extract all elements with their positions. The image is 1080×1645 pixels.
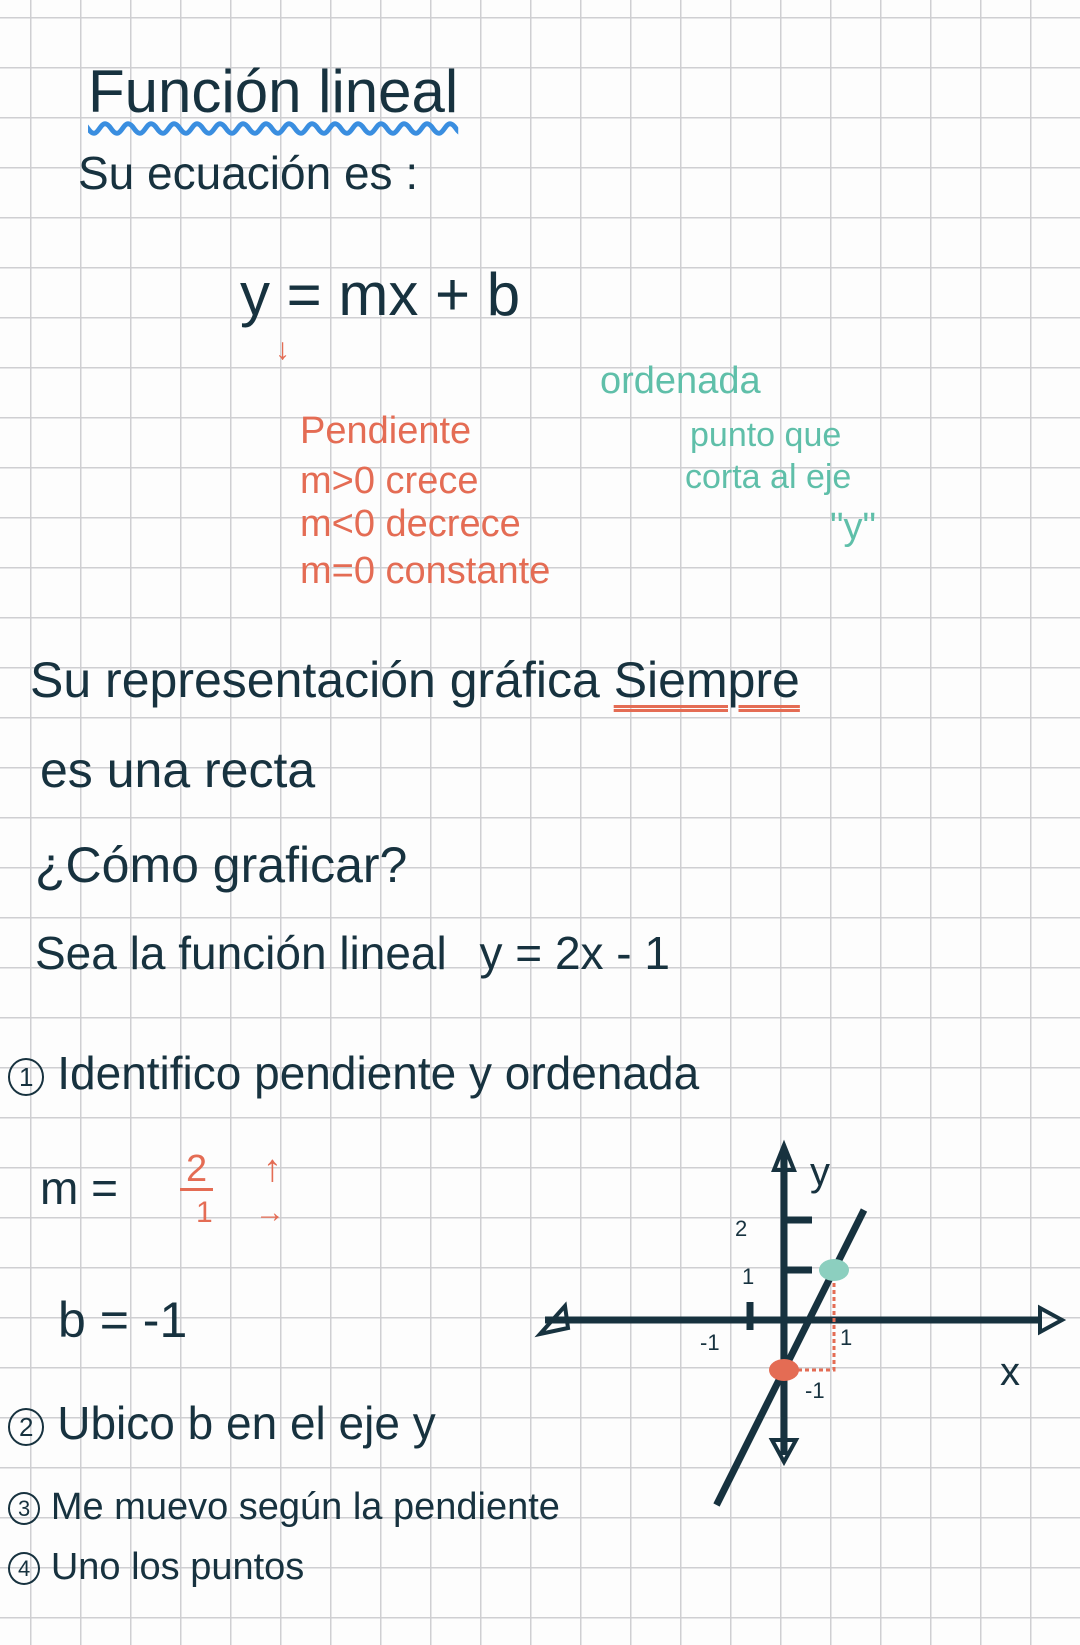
slope-case: m=0 constante	[300, 550, 551, 592]
x-axis-label: x	[1000, 1350, 1020, 1394]
step-number: 3	[8, 1492, 40, 1525]
intercept-note: punto que	[690, 416, 842, 454]
graph-point	[819, 1259, 849, 1281]
intercept-note: corta al eje	[685, 458, 852, 496]
x-tick-label: -1	[700, 1330, 720, 1355]
general-equation: y = mx + b	[240, 261, 521, 328]
page-title: Función lineal	[88, 58, 459, 125]
arrow-up-icon: ↑	[263, 1148, 282, 1190]
step-number: 2	[8, 1408, 44, 1446]
step-text: Identifico pendiente y ordenada	[57, 1047, 700, 1099]
x-axis-arrow-icon	[1040, 1308, 1062, 1332]
emphasis-siempre: Siempre	[613, 652, 800, 708]
example-equation: y = 2x - 1	[479, 927, 670, 979]
step-text: Me muevo según la pendiente	[50, 1486, 560, 1528]
graph-statement-text: Su representación gráfica	[30, 652, 600, 708]
graph-statement-line2: es una recta	[40, 742, 316, 798]
arrow-right-icon: →	[255, 1196, 285, 1229]
arrow-down-icon: ↓	[275, 333, 290, 366]
step-number: 1	[8, 1058, 44, 1096]
slope-case: m>0 crece	[300, 460, 479, 502]
y-tick-label: -1	[805, 1378, 825, 1403]
slope-case: m<0 decrece	[300, 503, 521, 545]
example-prefix: Sea la función lineal	[35, 927, 447, 979]
function-line	[717, 1210, 865, 1505]
question-heading: ¿Cómo graficar?	[35, 837, 408, 893]
slope-lhs: m =	[40, 1162, 118, 1214]
intercept-note: "y"	[830, 506, 876, 548]
step-text: Ubico b en el eje y	[57, 1397, 436, 1449]
graph-point	[769, 1359, 799, 1381]
slope-label: Pendiente	[300, 410, 472, 452]
step-text: Uno los puntos	[50, 1546, 305, 1588]
intro-text: Su ecuación es :	[78, 147, 419, 199]
y-axis-label: y	[810, 1150, 830, 1194]
intercept-label: ordenada	[600, 360, 761, 402]
slope-denominator: 1	[196, 1196, 213, 1229]
y-tick-label: 1	[742, 1264, 755, 1289]
intercept-value: b = -1	[58, 1292, 188, 1348]
y-tick-label: 2	[735, 1216, 748, 1241]
slope-numerator: 2	[180, 1150, 213, 1191]
x-tick-label: 1	[840, 1325, 853, 1350]
step-number: 4	[8, 1552, 40, 1585]
